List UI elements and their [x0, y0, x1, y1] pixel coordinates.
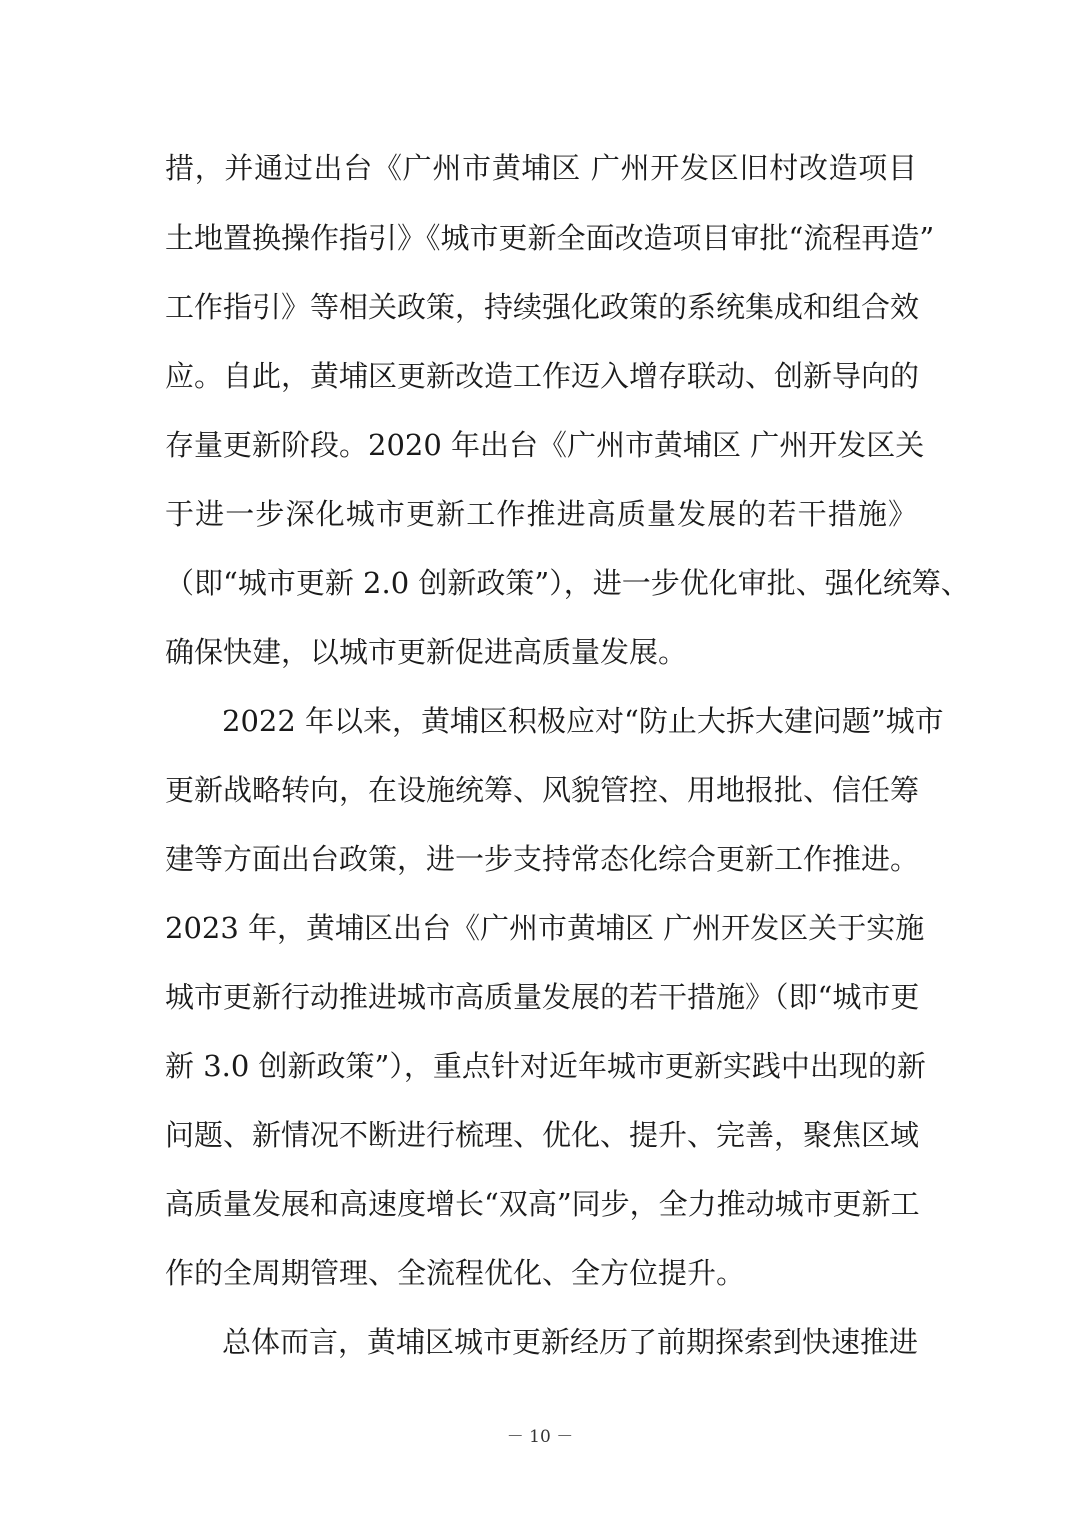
paragraph-line: 2022 年以来，黄埔区积极应对“防止大拆大建问题”城市: [222, 704, 944, 738]
paragraph-line: 存量更新阶段。2020 年出台《广州市黄埔区 广州开发区关: [165, 428, 925, 462]
page-number: － 10 －: [506, 1427, 574, 1447]
paragraph-line: 城市更新行动推进城市高质量发展的若干措施》（即“城市更: [165, 980, 920, 1014]
paragraph-line: 新 3.0 创新政策”），重点针对近年城市更新实践中出现的新: [165, 1049, 926, 1083]
paragraph-line: 土地置换操作指引》《城市更新全面改造项目审批“流程再造”: [165, 221, 935, 255]
paragraph-line: 工作指引》等相关政策，持续强化政策的系统集成和组合效: [165, 290, 920, 324]
paragraph-line: 建等方面出台政策，进一步支持常态化综合更新工作推进。: [165, 842, 920, 876]
paragraph-line: 高质量发展和高速度增长“双高”同步，全力推动城市更新工: [165, 1187, 920, 1221]
paragraph-line: （即“城市更新 2.0 创新政策”），进一步优化审批、强化统筹、: [165, 566, 970, 600]
paragraph-line: 作的全周期管理、全流程优化、全方位提升。: [165, 1256, 746, 1290]
paragraph-line: 问题、新情况不断进行梳理、优化、提升、完善，聚焦区域: [165, 1118, 920, 1152]
paragraph-line: 确保快建，以城市更新促进高质量发展。: [165, 635, 688, 669]
paragraph-line: 更新战略转向，在设施统筹、风貌管控、用地报批、信任筹: [165, 773, 920, 807]
paragraph-line: 2023 年，黄埔区出台《广州市黄埔区 广州开发区关于实施: [165, 911, 925, 945]
paragraph-line: 总体而言，黄埔区城市更新经历了前期探索到快速推进: [222, 1325, 919, 1359]
paragraph-line: 于进一步深化城市更新工作推进高质量发展的若干措施》: [165, 497, 917, 531]
paragraph-line: 措，并通过出台《广州市黄埔区 广州开发区旧村改造项目: [165, 151, 917, 185]
paragraph-line: 应。自此，黄埔区更新改造工作迈入增存联动、创新导向的: [165, 359, 920, 393]
